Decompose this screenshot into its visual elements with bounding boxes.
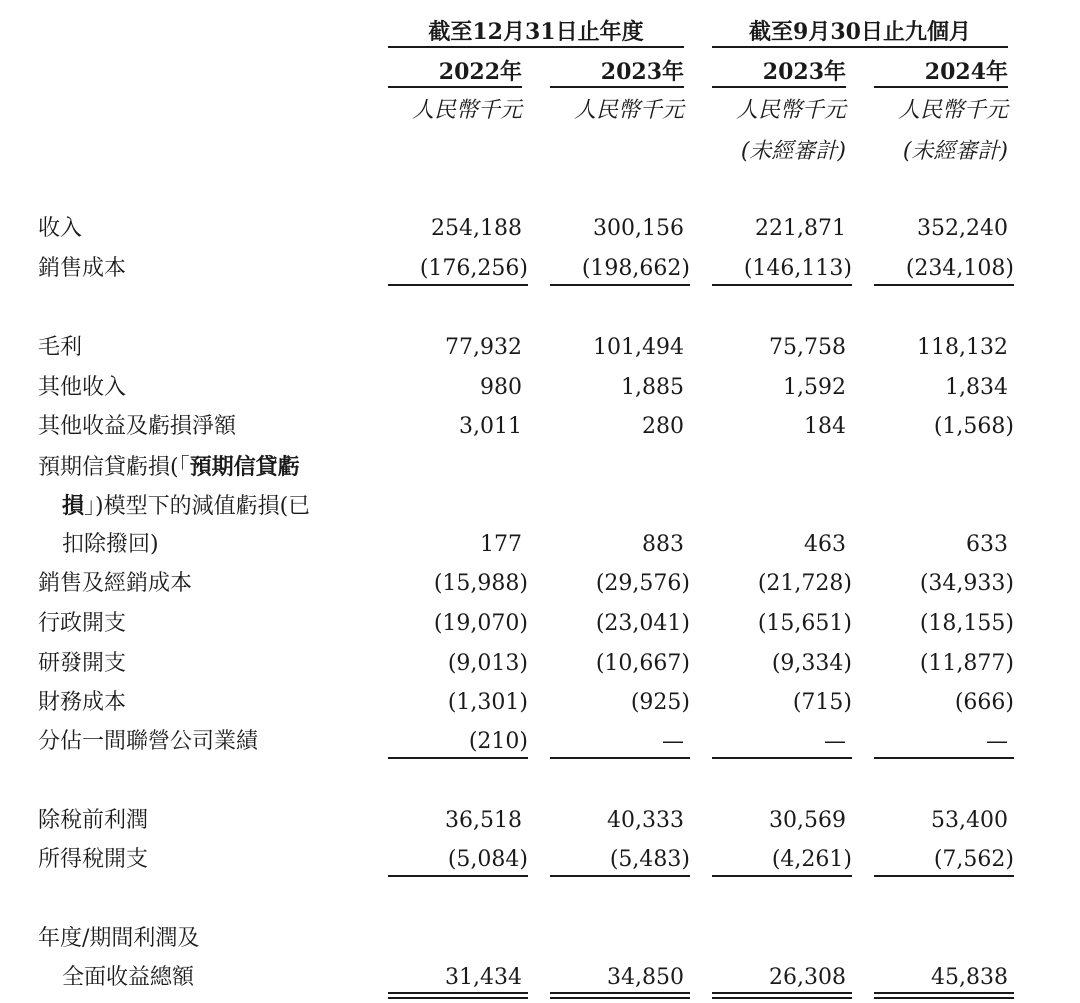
col-unit-3: 人民幣千元 [735, 98, 846, 123]
row-label-income-tax: 所得稅開支 [38, 847, 149, 872]
subtotal-rule [712, 757, 852, 759]
row-label-profit-before-tax: 除稅前利潤 [38, 808, 149, 833]
table-cell: 883 [642, 532, 684, 557]
table-cell: 300,156 [593, 216, 684, 241]
subtotal-rule [874, 284, 1014, 286]
total-double-rule [874, 992, 1014, 999]
table-cell: 34,850 [607, 965, 684, 990]
table-cell: (198,662) [581, 256, 690, 281]
table-cell: 3,011 [459, 414, 522, 439]
total-double-rule [712, 992, 852, 999]
table-cell: 177 [480, 532, 522, 557]
table-cell: 36,518 [445, 808, 522, 833]
table-cell: 463 [804, 532, 846, 557]
total-double-rule [550, 992, 690, 999]
row-label-ecl-line3: 扣除撥回) [62, 532, 159, 557]
row-label-share-of-associate: 分佔一間聯營公司業績 [38, 729, 259, 754]
row-label-total-line1: 年度/期間利潤及 [38, 926, 200, 951]
table-cell: 254,188 [431, 216, 522, 241]
table-cell: (5,483) [609, 847, 690, 872]
row-label-ecl-line2: 損」)模型下的減值虧損(已 [62, 493, 311, 519]
row-label-rd-expenses: 研發開支 [38, 651, 127, 676]
table-cell: (10,667) [595, 651, 690, 676]
table-cell: (4,261) [771, 847, 852, 872]
col-unit-2: 人民幣千元 [573, 98, 684, 123]
table-cell: 221,871 [755, 216, 846, 241]
subtotal-rule [874, 757, 1014, 759]
table-cell: (5,084) [447, 847, 528, 872]
table-cell: (29,576) [595, 571, 690, 596]
col-unit-4: 人民幣千元 [897, 98, 1008, 123]
table-cell: (1,301) [447, 690, 528, 715]
row-label-other-gains-losses: 其他收益及虧損淨額 [38, 414, 237, 439]
table-cell: (23,041) [595, 611, 690, 636]
table-cell: 40,333 [607, 808, 684, 833]
table-cell: (15,988) [433, 571, 528, 596]
table-cell: 26,308 [769, 965, 846, 990]
col-unaudited-3: (未經審計) [740, 139, 846, 164]
table-cell: 980 [480, 375, 522, 400]
table-cell: (1,568) [933, 414, 1014, 439]
col-unit-1: 人民幣千元 [411, 98, 522, 123]
table-cell: 118,132 [917, 335, 1008, 360]
subtotal-rule [388, 757, 528, 759]
subtotal-rule [388, 875, 528, 877]
table-cell: (15,651) [757, 611, 852, 636]
table-cell: (146,113) [743, 256, 852, 281]
table-cell: (176,256) [419, 256, 528, 281]
table-cell: (234,108) [905, 256, 1014, 281]
row-label-admin-expenses: 行政開支 [38, 611, 127, 636]
col-unaudited-4: (未經審計) [902, 139, 1008, 164]
subtotal-rule [550, 284, 690, 286]
row-label-other-income: 其他收入 [38, 375, 127, 400]
subtotal-rule [874, 875, 1014, 877]
table-cell: 75,758 [769, 335, 846, 360]
subtotal-rule [712, 284, 852, 286]
table-cell: 53,400 [931, 808, 1008, 833]
table-cell: 30,569 [769, 808, 846, 833]
table-cell: 280 [642, 414, 684, 439]
subtotal-rule [388, 284, 528, 286]
table-cell: — [662, 729, 684, 754]
header-group-annual: 截至12月31日止年度 [388, 18, 684, 48]
table-cell: 352,240 [917, 216, 1008, 241]
table-cell: (210) [468, 729, 528, 754]
header-group-interim: 截至9月30日止九個月 [712, 18, 1008, 48]
col-header-year-1: 2022年 [388, 58, 522, 88]
table-cell: 1,834 [945, 375, 1008, 400]
table-cell: (715) [792, 690, 852, 715]
table-cell: 101,494 [593, 335, 684, 360]
table-cell: (7,562) [933, 847, 1014, 872]
col-header-year-4: 2024年 [874, 58, 1008, 88]
table-cell: 1,592 [783, 375, 846, 400]
table-cell: 633 [966, 532, 1008, 557]
table-cell: (666) [954, 690, 1014, 715]
col-header-year-3: 2023年 [712, 58, 846, 88]
table-cell: 1,885 [621, 375, 684, 400]
table-cell: 184 [804, 414, 846, 439]
table-cell: (19,070) [433, 611, 528, 636]
table-cell: (925) [630, 690, 690, 715]
table-cell: — [986, 729, 1008, 754]
table-cell: — [824, 729, 846, 754]
total-double-rule [388, 992, 528, 999]
row-label-gross-profit: 毛利 [38, 335, 83, 360]
subtotal-rule [550, 875, 690, 877]
table-cell: (9,013) [447, 651, 528, 676]
table-cell: 77,932 [445, 335, 522, 360]
table-cell: (21,728) [757, 571, 852, 596]
subtotal-rule [550, 757, 690, 759]
table-cell: (11,877) [919, 651, 1014, 676]
row-label-ecl-line1: 預期信貸虧損(「預期信貸虧 [38, 454, 300, 480]
table-cell: (34,933) [919, 571, 1014, 596]
row-label-finance-costs: 財務成本 [38, 690, 127, 715]
col-header-year-2: 2023年 [550, 58, 684, 88]
row-label-cost-of-sales: 銷售成本 [38, 256, 127, 281]
table-cell: (9,334) [771, 651, 852, 676]
table-cell: (18,155) [919, 611, 1014, 636]
table-cell: 31,434 [445, 965, 522, 990]
table-cell: 45,838 [931, 965, 1008, 990]
row-label-revenue: 收入 [38, 216, 83, 241]
subtotal-rule [712, 875, 852, 877]
row-label-selling-distribution: 銷售及經銷成本 [38, 571, 193, 596]
row-label-total-line2: 全面收益總額 [62, 965, 195, 990]
